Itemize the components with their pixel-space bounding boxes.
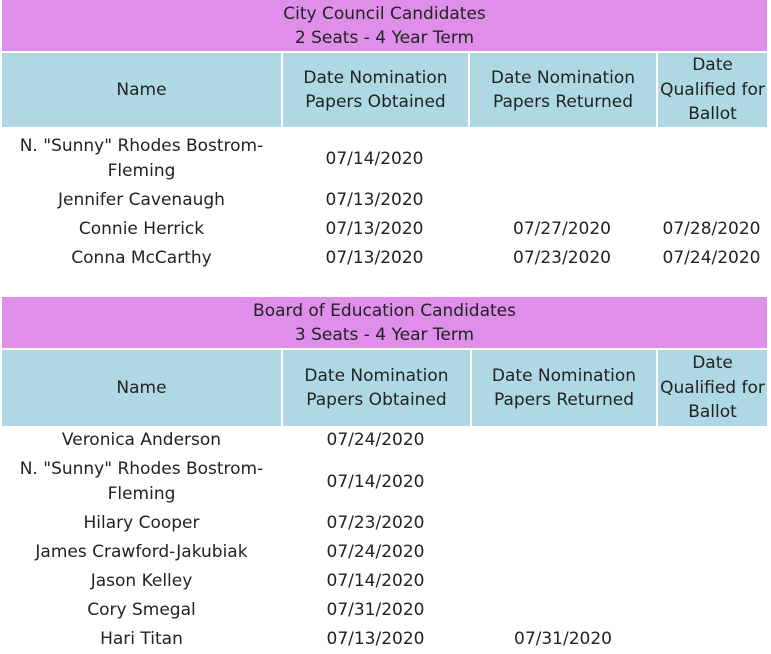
cell-qualified bbox=[656, 567, 767, 596]
cell-name: Jason Kelley bbox=[90, 571, 193, 591]
cell-obtained: 07/13/2020 bbox=[325, 190, 424, 210]
cell-qualified bbox=[656, 132, 767, 186]
table-subtitle-text: 2 Seats - 4 Year Term bbox=[294, 28, 475, 48]
cell-name: N. "Sunny" Rhodes Bostrom-Fleming bbox=[19, 459, 264, 504]
cell-name: Jennifer Cavenaugh bbox=[58, 190, 225, 210]
cell-name: Hari Titan bbox=[100, 629, 183, 649]
cell-name: Hilary Cooper bbox=[83, 513, 200, 533]
cell-obtained: 07/13/2020 bbox=[326, 629, 425, 649]
table-row bbox=[2, 215, 767, 244]
cell-obtained: 07/13/2020 bbox=[325, 248, 424, 268]
cell-returned bbox=[470, 567, 656, 596]
city-council-table bbox=[2, 0, 767, 273]
column-header-name: Name bbox=[2, 53, 281, 127]
cell-qualified bbox=[656, 186, 767, 215]
cell-obtained: 07/13/2020 bbox=[325, 219, 424, 239]
cell-obtained: 07/14/2020 bbox=[326, 471, 425, 492]
table-header-row bbox=[2, 350, 767, 426]
table-row bbox=[2, 186, 767, 215]
column-header-obtained: Date Nomination Papers Obtained bbox=[281, 350, 470, 426]
cell-returned bbox=[470, 596, 656, 625]
cell-qualified bbox=[656, 426, 767, 455]
cell-name: James Crawford-Jakubiak bbox=[35, 542, 248, 562]
cell-qualified: 07/24/2020 bbox=[662, 248, 761, 268]
cell-qualified: 07/28/2020 bbox=[662, 219, 761, 239]
cell-obtained: 07/24/2020 bbox=[326, 542, 425, 562]
table-row bbox=[2, 596, 767, 625]
table-title-text: Board of Education Candidates bbox=[253, 301, 516, 321]
table-row bbox=[2, 509, 767, 538]
table-row bbox=[2, 567, 767, 596]
cell-qualified bbox=[656, 509, 767, 538]
cell-name: Veronica Anderson bbox=[61, 430, 222, 450]
cell-obtained: 07/23/2020 bbox=[326, 513, 425, 533]
cell-qualified bbox=[656, 538, 767, 567]
cell-returned bbox=[468, 186, 656, 215]
table-subtitle-text: 3 Seats - 4 Year Term bbox=[294, 325, 475, 345]
table-row bbox=[2, 455, 767, 509]
cell-returned bbox=[470, 538, 656, 567]
column-header-obtained: Date Nomination Papers Obtained bbox=[281, 53, 468, 127]
table-row bbox=[2, 426, 767, 455]
table-title-row bbox=[2, 297, 767, 350]
table-title bbox=[2, 0, 767, 53]
cell-name: Conna McCarthy bbox=[71, 248, 212, 268]
board-of-education-table bbox=[2, 297, 767, 654]
table-title bbox=[2, 297, 767, 350]
column-header-name: Name bbox=[2, 350, 281, 426]
column-header-returned: Date Nomination Papers Returned bbox=[468, 53, 656, 127]
column-header-returned: Date Nomination Papers Returned bbox=[470, 350, 656, 426]
cell-qualified bbox=[656, 596, 767, 625]
cell-name: N. "Sunny" Rhodes Bostrom-Fleming bbox=[19, 136, 264, 181]
table-row bbox=[2, 625, 767, 654]
table-title-text: City Council Candidates bbox=[283, 4, 486, 24]
cell-returned: 07/31/2020 bbox=[514, 629, 612, 649]
cell-name: Connie Herrick bbox=[78, 219, 205, 239]
cell-returned bbox=[470, 426, 656, 455]
cell-qualified bbox=[656, 455, 767, 509]
cell-obtained: 07/14/2020 bbox=[325, 148, 424, 169]
cell-returned: 07/27/2020 bbox=[513, 219, 611, 239]
column-header-qualified: Date Qualified for Ballot bbox=[656, 350, 767, 426]
table-row bbox=[2, 132, 767, 186]
table-title-row bbox=[2, 0, 767, 53]
cell-name: Cory Smegal bbox=[87, 600, 196, 620]
table-row bbox=[2, 244, 767, 273]
cell-obtained: 07/14/2020 bbox=[326, 571, 425, 591]
cell-obtained: 07/24/2020 bbox=[326, 430, 425, 450]
column-header-qualified: Date Qualified for Ballot bbox=[656, 53, 767, 127]
cell-qualified bbox=[656, 625, 767, 654]
cell-returned bbox=[468, 132, 656, 186]
table-row bbox=[2, 538, 767, 567]
cell-returned bbox=[470, 509, 656, 538]
cell-returned: 07/23/2020 bbox=[513, 248, 611, 268]
cell-returned bbox=[470, 455, 656, 509]
cell-obtained: 07/31/2020 bbox=[326, 600, 425, 620]
table-header-row bbox=[2, 53, 767, 127]
